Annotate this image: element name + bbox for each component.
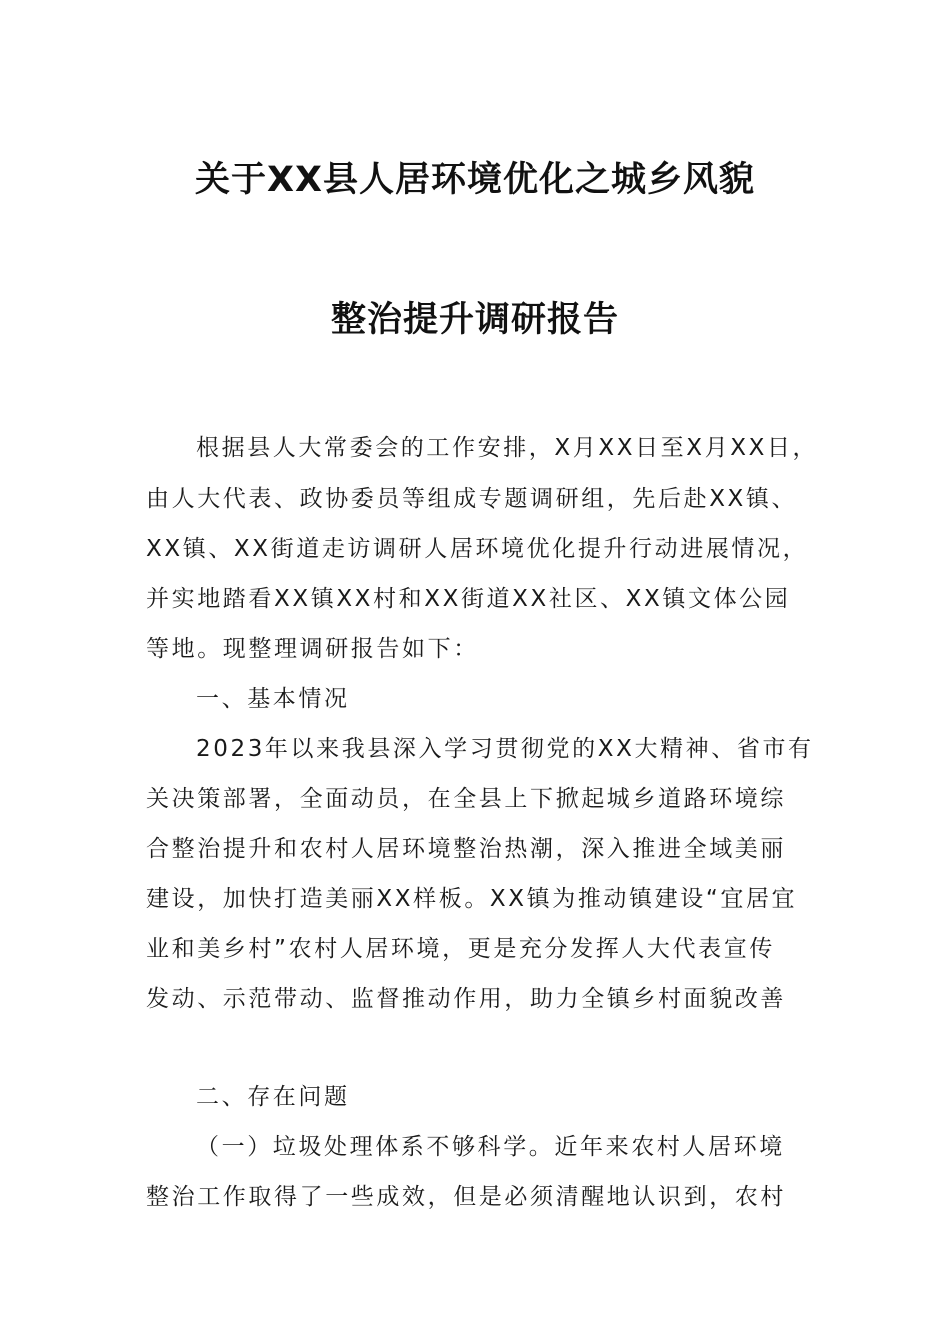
paragraph-2-line-2: 关决策部署，全面动员，在全县上下掀起城乡道路环境综 xyxy=(146,786,786,812)
paragraph-2-line-5: 业和美乡村”农村人居环境，更是充分发挥人大代表宣传 xyxy=(146,936,775,962)
report-title-line-2: 整治提升调研报告 xyxy=(330,300,619,340)
paragraph-1-line-4: 并实地踏看XX镇XX村和XX街道XX社区、XX镇文体公园 xyxy=(146,586,791,612)
paragraph-2-line-1: 2023年以来我县深入学习贯彻党的XX大精神、省市有 xyxy=(196,736,814,762)
paragraph-1-line-2: 由人大代表、政协委员等组成专题调研组，先后赴XX镇、 xyxy=(146,486,798,512)
section-heading-basic: 一、基本情况 xyxy=(196,686,350,712)
paragraph-1-line-1: 根据县人大常委会的工作安排，X月XX日至X月XX日， xyxy=(196,435,819,461)
paragraph-2-line-3: 合整治提升和农村人居环境整治热潮，深入推进全域美丽 xyxy=(146,836,786,862)
report-title-line-1: 关于XX县人居环境优化之城乡风貌 xyxy=(195,160,755,200)
paragraph-3-line-2: 整治工作取得了一些成效，但是必须清醒地认识到，农村 xyxy=(146,1184,786,1210)
paragraph-1-line-3: XX镇、XX街道走访调研人居环境优化提升行动进展情况， xyxy=(146,536,809,562)
paragraph-2-line-6: 发动、示范带动、监督推动作用，助力全镇乡村面貌改善 xyxy=(146,986,786,1012)
paragraph-3-line-1: （一）垃圾处理体系不够科学。近年来农村人居环境 xyxy=(196,1134,785,1160)
section-heading-problems: 二、存在问题 xyxy=(196,1084,350,1110)
paragraph-1-line-5: 等地。现整理调研报告如下： xyxy=(146,636,479,662)
paragraph-2-line-4: 建设，加快打造美丽XX样板。XX镇为推动镇建设“宜居宜 xyxy=(146,886,798,912)
